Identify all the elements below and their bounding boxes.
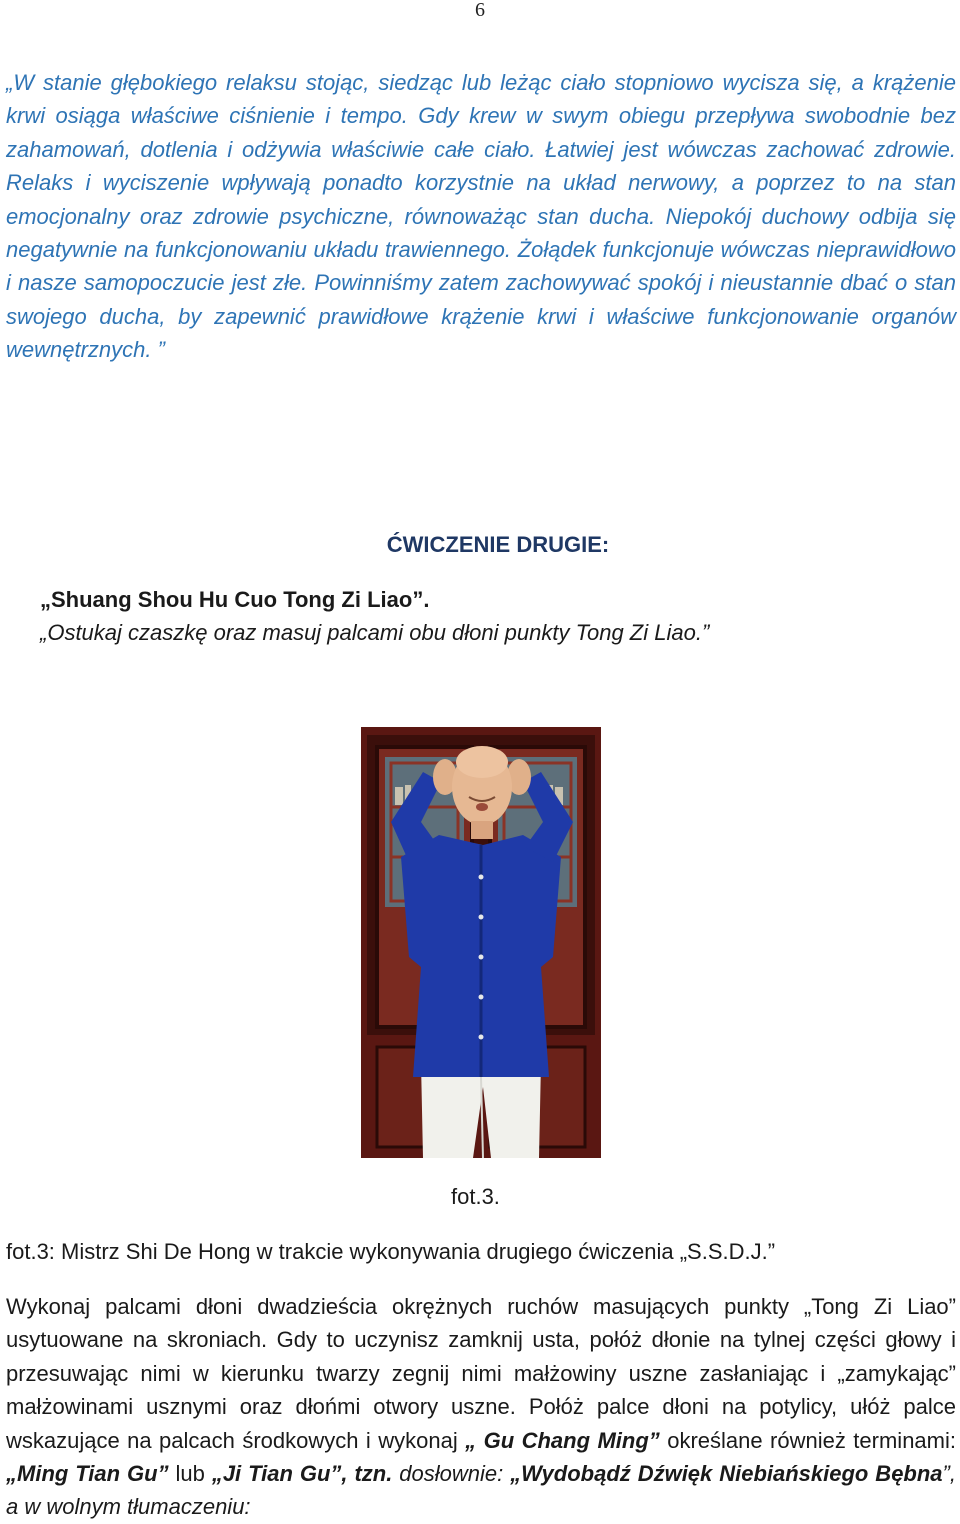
exercise-description: „Ostukaj czaszkę oraz masuj palcami obu dłoni punkty Tong Zi Liao.” [40,620,710,645]
exercise-name: „Shuang Shou Hu Cuo Tong Zi Liao”. [40,587,430,612]
body-text-part-4: dosłownie: [392,1461,511,1487]
body-text-part-5: ”, a w wolnym tłumaczeniu: [6,1461,956,1520]
page-number: 6 [475,0,485,21]
term-ji-tian-gu: „Ji Tian Gu”, tzn. [211,1461,393,1487]
term-gu-chang-ming: „ Gu Chang Ming” [465,1427,660,1453]
figure-caption: fot.3: Mistrz Shi De Hong w trakcie wykonywania drugiego ćwiczenia „S.S.D.J.” [6,1239,776,1264]
body-text-part-1: Wykonaj palcami dłoni dwadzieścia okrężnych ruchów masujących punkty „Tong Zi Liao” usytuowane na skroniach. Gdy to uczynisz zamknij usta, połóż dłonie na tylnej części głowy i przesuwając nimi w kierunku twarzy zegnij nimi małżowiny uszne zasłaniając i „zamykając” małżowinami usznymi oraz dłońmi otwory uszne. Połóż palce dłoni na potylicy, ułóż palce wskazujące na palcach środkowych i wykonaj [6,1294,956,1453]
exercise-photo [361,727,601,1158]
body-paragraph [6,1290,956,1524]
figure-label: fot.3. [451,1184,500,1209]
body-text-part-3: lub [168,1461,212,1487]
body-text-part-2: określane również terminami: [659,1427,956,1453]
term-ming-tian-gu: „Ming Tian Gu” [6,1461,169,1487]
exercise-heading: ĆWICZENIE DRUGIE: [386,532,610,557]
quote-paragraph: „W stanie głębokiego relaksu stojąc, siedząc lub leżąc ciało stopniowo wycisza się, a krążenie krwi osiąga właściwe ciśnienie i tempo. Gdy krew w swym obiegu przepływa swobodnie bez zahamowań, dotlenia i odżywia właściwie całe ciało. Łatwiej jest wówczas zachować zdrowie. Relaks i wyciszenie wpływają ponadto korzystnie na układ nerwowy, a poprzez to na stan emocjonalny oraz zdrowie psychiczne, równoważąc stan ducha. Niepokój duchowy odbija się negatywnie na funkcjonowaniu układu trawiennego. Żołądek funkcjonuje wówczas nieprawidłowo i nasze samopoczucie jest złe. Powinniśmy zatem zachowywać spokój i nieustannie dbać o stan swojego ducha, by zapewnić prawidłowe krążenie krwi i właściwe funkcjonowanie organów wewnętrznych. ” [6,70,956,363]
term-wydobadz-dzwiek: „Wydobądź Dźwięk Niebiańskiego Bębna [510,1461,943,1487]
